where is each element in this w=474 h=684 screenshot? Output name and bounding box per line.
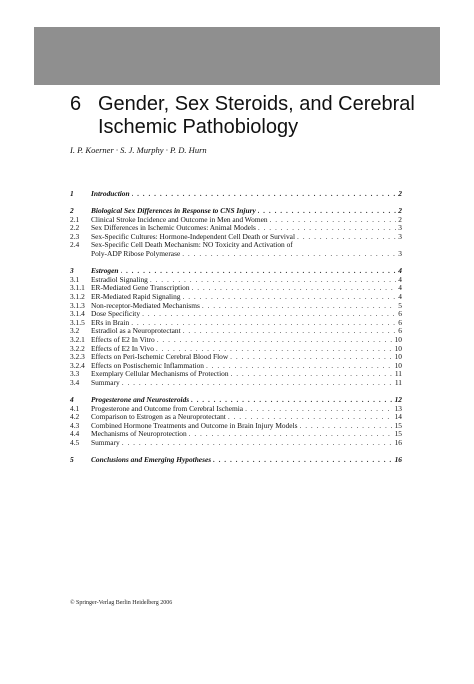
toc-dot-leader xyxy=(122,439,393,448)
toc-entry-page: 6 xyxy=(398,317,402,327)
toc-entry-number: 4.4 xyxy=(70,429,80,439)
toc-entry-title: ERs in Brain xyxy=(91,317,130,327)
toc-entry-title: Estradiol Signaling xyxy=(91,274,148,284)
toc-entry-title: Combined Hormone Treatments and Outcome in Brain Injury Models xyxy=(91,420,298,430)
toc-entry-number: 3.1.1 xyxy=(70,283,85,293)
table-of-contents xyxy=(70,190,402,465)
toc-entry-title: Dose Specificity xyxy=(91,309,141,319)
toc-entry-number: 2.2 xyxy=(70,223,80,233)
toc-entry-number: 3.2 xyxy=(70,326,80,336)
toc-entry-page: 11 xyxy=(394,377,402,387)
toc-entry-page: 6 xyxy=(398,326,402,336)
toc-entry-title: Sex-Specific Cultures: Hormone-Independent Cell Death or Survival xyxy=(91,231,296,241)
toc-entry-page: 2 xyxy=(398,189,402,198)
toc-entry-page: 5 xyxy=(398,300,402,310)
toc-entry-number: 3.3 xyxy=(70,369,80,379)
toc-entry-page: 3 xyxy=(398,231,402,241)
toc-entry-page: 4 xyxy=(398,283,402,293)
toc-entry-number: 4.3 xyxy=(70,420,80,430)
toc-entry[interactable] xyxy=(70,379,402,388)
toc-section-entry[interactable] xyxy=(70,456,402,465)
toc-dot-leader xyxy=(183,293,397,302)
toc-entry-page: 15 xyxy=(394,420,402,430)
toc-section-gap xyxy=(70,259,402,268)
toc-entry-number: 5 xyxy=(70,455,74,465)
chapter-header-band xyxy=(34,27,440,85)
toc-entry-page: 16 xyxy=(394,455,402,465)
toc-entry-number: 3.2.2 xyxy=(70,343,85,353)
toc-entry-title: Sex Differences in Ischemic Outcomes: Animal Models xyxy=(91,223,256,233)
toc-entry-number: 2 xyxy=(70,206,74,216)
toc-entry-title: Summary xyxy=(91,437,120,447)
toc-entry-title: Estrogen xyxy=(91,266,119,276)
toc-entry-page: 4 xyxy=(398,274,402,284)
toc-entry-page: 10 xyxy=(394,360,402,370)
toc-dot-leader xyxy=(245,405,393,414)
chapter-authors: I. P. Koerner · S. J. Murphy · P. D. Hurn xyxy=(70,145,207,155)
toc-entry-page: 13 xyxy=(394,403,402,413)
toc-entry-title: ER-Mediated Gene Transcription xyxy=(91,283,190,293)
toc-dot-leader xyxy=(202,302,396,311)
toc-entry-title: Estradiol as a Neuroprotectant xyxy=(91,326,181,336)
toc-dot-leader xyxy=(300,422,393,431)
toc-entry-number: 2.1 xyxy=(70,214,80,224)
toc-entry-title: Mechanisms of Neuroprotection xyxy=(91,429,187,439)
toc-dot-leader xyxy=(122,379,393,388)
toc-entry-number: 3.2.4 xyxy=(70,360,85,370)
toc-entry-page: 2 xyxy=(398,214,402,224)
toc-entry-number: 4.1 xyxy=(70,403,80,413)
toc-entry-title: Introduction xyxy=(91,189,130,198)
toc-entry-page: 15 xyxy=(394,429,402,439)
toc-dot-leader xyxy=(213,456,392,465)
chapter-title-text: Gender, Sex Steroids, and Cerebral Ischemic Pathobiology xyxy=(98,93,415,138)
copyright-notice: © Springer-Verlag Berlin Heidelberg 2006 xyxy=(70,600,173,606)
toc-entry-title: Effects of E2 In Vivo xyxy=(91,343,154,353)
toc-dot-leader xyxy=(182,250,396,259)
toc-entry-title: Clinical Stroke Incidence and Outcome in Men and Women xyxy=(91,214,268,224)
toc-entry-title: Progesterone and Neurosteroids xyxy=(91,394,190,404)
toc-entry-title: Effects on Peri-Ischemic Cerebral Blood Flow xyxy=(91,352,229,362)
toc-entry-title: Progesterone and Outcome from Cerebral Ischemia xyxy=(91,403,244,413)
toc-dot-leader xyxy=(132,190,397,199)
toc-entry-number: 4 xyxy=(70,394,74,404)
toc-entry-page: 11 xyxy=(394,369,402,379)
toc-entry-number: 3 xyxy=(70,266,74,276)
toc-entry-number: 3.1.4 xyxy=(70,309,85,319)
toc-entry-number: 3.1.2 xyxy=(70,291,85,301)
toc-entry-page: 3 xyxy=(398,249,402,259)
toc-entry-page: 2 xyxy=(398,206,402,216)
toc-entry-title: Comparison to Estrogen as a Neuroprotectant xyxy=(91,412,226,422)
toc-entry[interactable] xyxy=(70,439,402,448)
toc-entry-number: 4.5 xyxy=(70,437,80,447)
toc-entry-number: 3.2.1 xyxy=(70,334,85,344)
toc-dot-leader xyxy=(230,353,392,362)
toc-entry-number: 2.4 xyxy=(70,240,80,250)
toc-entry-number: 4.2 xyxy=(70,412,80,422)
toc-entry-page: 10 xyxy=(394,334,402,344)
toc-dot-leader xyxy=(231,370,393,379)
toc-entry-page: 12 xyxy=(394,394,402,404)
toc-dot-leader xyxy=(206,362,393,371)
toc-entry-number: 2.3 xyxy=(70,231,80,241)
toc-entry-title: Effects of E2 In Vitro xyxy=(91,334,155,344)
toc-dot-leader xyxy=(258,207,397,216)
toc-entry-title: Exemplary Cellular Mechanisms of Protection xyxy=(91,369,229,379)
toc-dot-leader xyxy=(270,216,397,225)
toc-entry-page: 3 xyxy=(398,223,402,233)
toc-entry-page: 16 xyxy=(394,437,402,447)
toc-entry-page: 4 xyxy=(398,266,402,276)
toc-entry-number: 3.2.3 xyxy=(70,352,85,362)
toc-dot-leader xyxy=(297,233,396,242)
toc-entry-title: Conclusions and Emerging Hypotheses xyxy=(91,455,212,465)
toc-dot-leader xyxy=(192,284,397,293)
toc-entry-title: Effects on Postischemic Inflammation xyxy=(91,360,204,370)
toc-dot-leader xyxy=(157,336,393,345)
toc-entry-title: Biological Sex Differences in Response to CNS Injury xyxy=(91,206,256,216)
toc-entry[interactable] xyxy=(70,250,402,259)
toc-entry-number: 3.1.3 xyxy=(70,300,85,310)
toc-dot-leader xyxy=(189,430,393,439)
toc-entry-title: Non-receptor-Mediated Mechanisms xyxy=(91,300,200,310)
toc-dot-leader xyxy=(183,327,397,336)
toc-dot-leader xyxy=(142,310,396,319)
toc-entry-number: 3.1 xyxy=(70,274,80,284)
toc-entry-page: 4 xyxy=(398,291,402,301)
toc-entry-number: 1 xyxy=(70,189,74,198)
toc-entry-number: 3.1.5 xyxy=(70,317,85,327)
toc-entry-title: ER-Mediated Rapid Signaling xyxy=(91,291,181,301)
toc-entry-title: Summary xyxy=(91,377,120,387)
toc-entry-page: 10 xyxy=(394,343,402,353)
toc-entry-title: Sex-Specific Cell Death Mechanism: NO Toxicity and Activation of xyxy=(91,240,293,250)
toc-entry-title: Poly-ADP Ribose Polymerase xyxy=(91,249,181,259)
chapter-number: 6 xyxy=(70,93,82,115)
toc-entry-page: 10 xyxy=(394,352,402,362)
toc-dot-leader xyxy=(121,267,397,276)
toc-entry-number: 3.4 xyxy=(70,377,80,387)
toc-section-entry[interactable] xyxy=(70,190,402,199)
toc-entry-page: 14 xyxy=(394,412,402,422)
toc-entry-page: 6 xyxy=(398,309,402,319)
